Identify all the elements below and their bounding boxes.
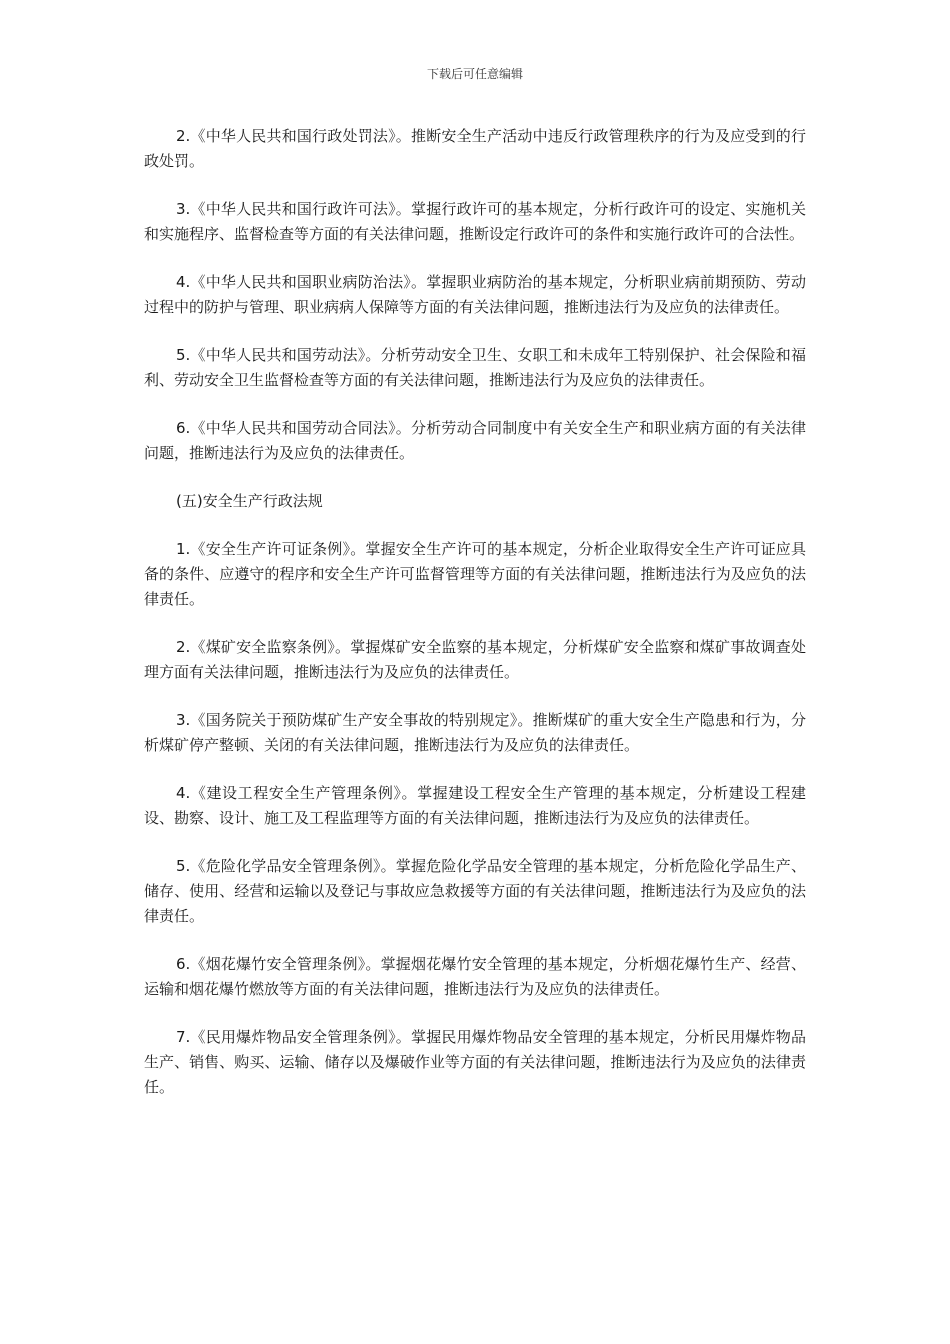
document-body bbox=[144, 124, 806, 1123]
paragraph-item-5-labor-law: 5.《中华人民共和国劳动法》。分析劳动安全卫生、女职工和未成年工特别保护、社会保险和福利、劳动安全卫生监督检查等方面的有关法律问题，推断违法行为及应负的法律责任。 bbox=[144, 346, 806, 389]
section-heading-admin-regulations: (五)安全生产行政法规 bbox=[176, 492, 323, 510]
paragraph-item-3-admin-license-law: 3.《中华人民共和国行政许可法》。掌握行政许可的基本规定，分析行政许可的设定、实施机关和实施程序、监督检查等方面的有关法律问题，推断设定行政许可的条件和实施行政许可的合法性。 bbox=[144, 200, 806, 243]
paragraph-item-4-construction-safety: 4.《建设工程安全生产管理条例》。掌握建设工程安全生产管理的基本规定，分析建设工程建设、勘察、设计、施工及工程监理等方面的有关法律问题，推断违法行为及应负的法律责任。 bbox=[144, 784, 806, 827]
page-header: 下载后可任意编辑 bbox=[426, 67, 523, 81]
paragraph-item-6-labor-contract-law: 6.《中华人民共和国劳动合同法》。分析劳动合同制度中有关安全生产和职业病方面的有关法律问题，推断违法行为及应负的法律责任。 bbox=[144, 419, 806, 462]
paragraph-item-4-occupational-disease-law: 4.《中华人民共和国职业病防治法》。掌握职业病防治的基本规定，分析职业病前期预防、劳动过程中的防护与管理、职业病病人保障等方面的有关法律问题，推断违法行为及应负的法律责任。 bbox=[144, 273, 806, 316]
paragraph-item-2-admin-penalty-law: 2.《中华人民共和国行政处罚法》。推断安全生产活动中违反行政管理秩序的行为及应受到的行政处罚。 bbox=[144, 127, 806, 170]
paragraph-item-5-hazardous-chemicals: 5.《危险化学品安全管理条例》。掌握危险化学品安全管理的基本规定，分析危险化学品生产、储存、使用、经营和运输以及登记与事故应急救援等方面的有关法律问题，推断违法行为及应负的法律责任。 bbox=[144, 857, 806, 925]
paragraph-item-2-coal-mine-supervision: 2.《煤矿安全监察条例》。掌握煤矿安全监察的基本规定，分析煤矿安全监察和煤矿事故调查处理方面有关法律问题，推断违法行为及应负的法律责任。 bbox=[144, 638, 806, 681]
paragraph-item-1-safety-license-regulation: 1.《安全生产许可证条例》。掌握安全生产许可的基本规定，分析企业取得安全生产许可证应具备的条件、应遵守的程序和安全生产许可监督管理等方面的有关法律问题，推断违法行为及应负的法律责任。 bbox=[144, 540, 806, 608]
paragraph-item-6-fireworks: 6.《烟花爆竹安全管理条例》。掌握烟花爆竹安全管理的基本规定，分析烟花爆竹生产、经营、运输和烟花爆竹燃放等方面的有关法律问题，推断违法行为及应负的法律责任。 bbox=[144, 955, 806, 998]
paragraph-item-7-civil-explosives: 7.《民用爆炸物品安全管理条例》。掌握民用爆炸物品安全管理的基本规定，分析民用爆炸物品生产、销售、购买、运输、储存以及爆破作业等方面的有关法律问题，推断违法行为及应负的法律责任。 bbox=[144, 1028, 806, 1096]
paragraph-item-3-coal-mine-special-provisions: 3.《国务院关于预防煤矿生产安全事故的特别规定》。推断煤矿的重大安全生产隐患和行为，分析煤矿停产整顿、关闭的有关法律问题，推断违法行为及应负的法律责任。 bbox=[144, 711, 806, 754]
